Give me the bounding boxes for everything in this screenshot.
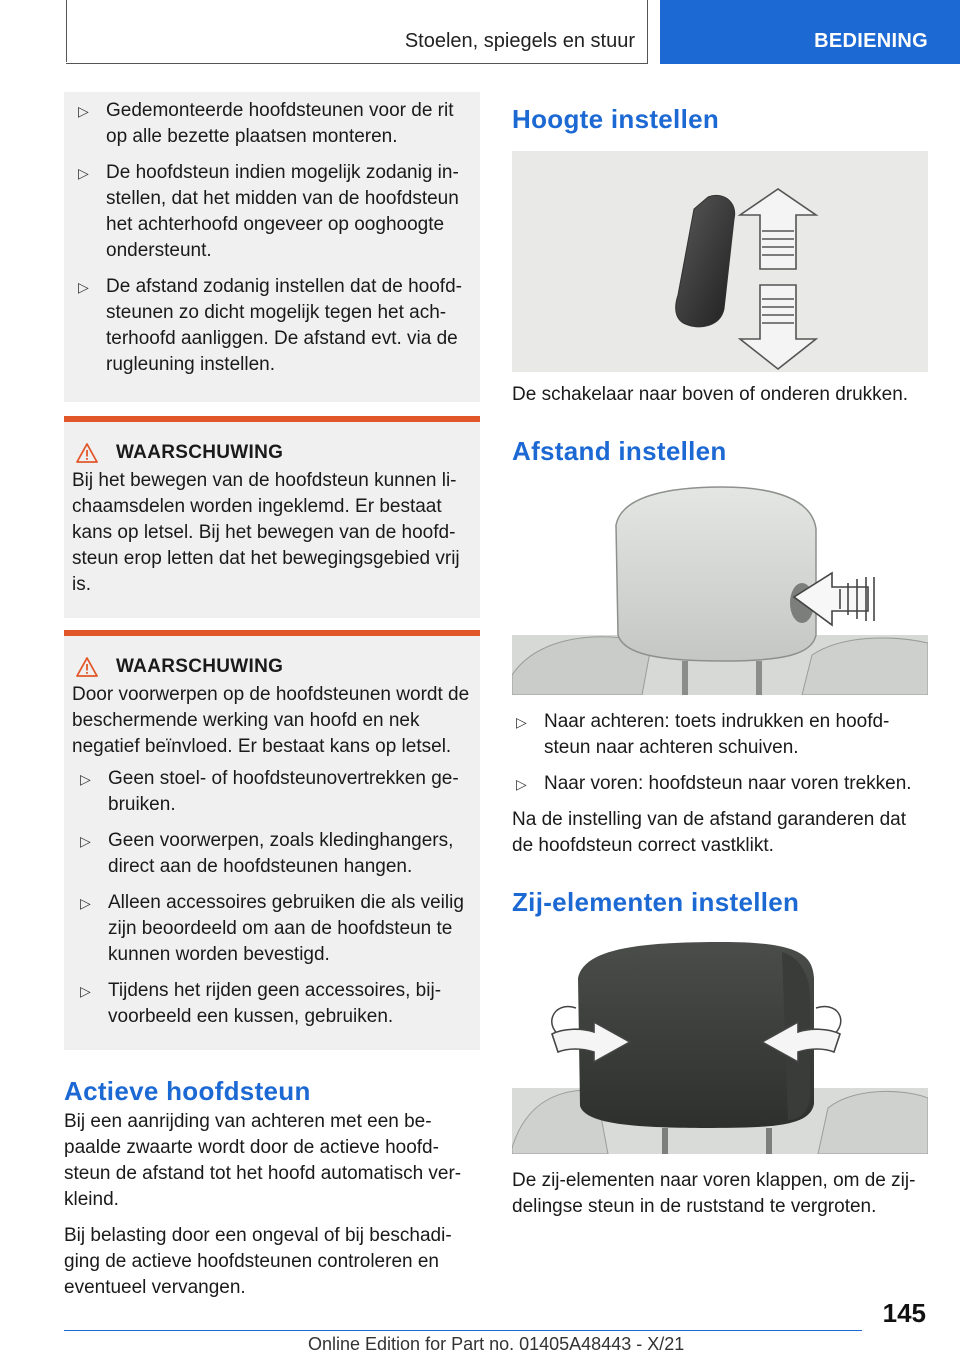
list-item: ▷ Naar achteren: toets indrukken en hoofd-steun naar achteren schuiven.	[512, 709, 928, 761]
heading-afstand: Afstand instellen	[512, 436, 727, 466]
list-item: ▷ Gedemonteerde hoofdsteunen voor de rit op alle bezette plaatsen monteren.	[74, 98, 470, 150]
list-item: ▷ Naar voren: hoofdsteun naar voren trekken.	[512, 771, 928, 797]
list-item: ▷ De afstand zodanig instellen dat de hoofd-steunen zo dicht mogelijk tegen het ach-terhoofd aanliggen. De afstand evt. via de rugleuning instellen.	[74, 274, 470, 378]
tab-bediening: BEDIENING	[814, 30, 928, 52]
distance-illustration	[512, 485, 928, 695]
paragraph: Bij belasting door een ongeval of bij beschadi-ging de actieve hoofdsteunen controleren en eventueel vervangen.	[64, 1225, 452, 1298]
heading-hoogte: Hoogte instellen	[512, 104, 720, 134]
heading-zij-elementen: Zij-elementen instellen	[512, 887, 800, 917]
page-number: 145	[882, 1298, 926, 1328]
warning-text: Door voorwerpen op de hoofdsteunen wordt de beschermende werking van hoofd en nek negatief beïnvloed. Er bestaat kans op letsel.	[72, 684, 470, 757]
right-column	[512, 92, 928, 1220]
caption-side: De zij-elementen naar voren klappen, om de zij-delingse steun in de ruststand te vergroten.	[512, 1170, 916, 1217]
intro-list	[74, 98, 470, 378]
warning-triangle-icon	[76, 443, 98, 463]
header-section	[66, 0, 648, 64]
side-elements-illustration	[512, 938, 928, 1154]
distance-list	[512, 709, 928, 797]
list-item: ▷ Alleen accessoires gebruiken die als veilig zijn beoordeeld om aan de hoofdsteun te kunnen worden bevestigd.	[76, 890, 472, 968]
left-column	[64, 92, 480, 1301]
warning-heading	[72, 442, 472, 464]
paragraph: Bij een aanrijding van achteren met een be-paalde zwaarte wordt door de actieve hoofd-steun de afstand tot het hoofd automatisch ver-kleind.	[64, 1111, 462, 1210]
list-item: ▷ Geen voorwerpen, zoals kledinghangers, direct aan de hoofdsteunen hangen.	[76, 828, 472, 880]
warning-list	[72, 766, 472, 1030]
caption-height: De schakelaar naar boven of onderen drukken.	[512, 384, 909, 405]
warning-heading	[72, 656, 472, 678]
warning-box-2	[64, 630, 480, 1050]
section-title: Stoelen, spiegels en stuur	[404, 30, 635, 52]
footer-edition: Online Edition for Part no. 01405A48443 - X/21	[308, 1334, 685, 1354]
list-item: ▷ Geen stoel- of hoofdsteunovertrekken ge-bruiken.	[76, 766, 472, 818]
height-switch-illustration	[512, 151, 928, 372]
warning-box-1	[64, 416, 480, 618]
warning-title: WAARSCHUWING	[116, 656, 284, 677]
warning-text: Bij het bewegen van de hoofdsteun kunnen li-chaamsdelen worden ingeklemd. Er bestaat kans op letsel. Bij het bewegen van de hoofd-steun erop letten dat het bewegingsgebied vrij is.	[72, 470, 460, 595]
paragraph: Na de instelling van de afstand garanderen dat de hoofdsteun correct vastklikt.	[512, 809, 906, 856]
footer-divider	[64, 1330, 862, 1331]
warning-triangle-icon	[76, 657, 98, 677]
heading-actieve-hoofdsteun: Actieve hoofdsteun	[64, 1076, 311, 1106]
list-item: ▷ Tijdens het rijden geen accessoires, bij-voorbeeld een kussen, gebruiken.	[76, 978, 472, 1030]
intro-list-box	[64, 92, 480, 402]
header-tab[interactable]	[660, 0, 960, 64]
list-item: ▷ De hoofdsteun indien mogelijk zodanig in-stellen, dat het midden van de hoofdsteun het achterhoofd ongeveer op ooghoogte ondersteunt.	[74, 160, 470, 264]
warning-title: WAARSCHUWING	[116, 442, 284, 463]
